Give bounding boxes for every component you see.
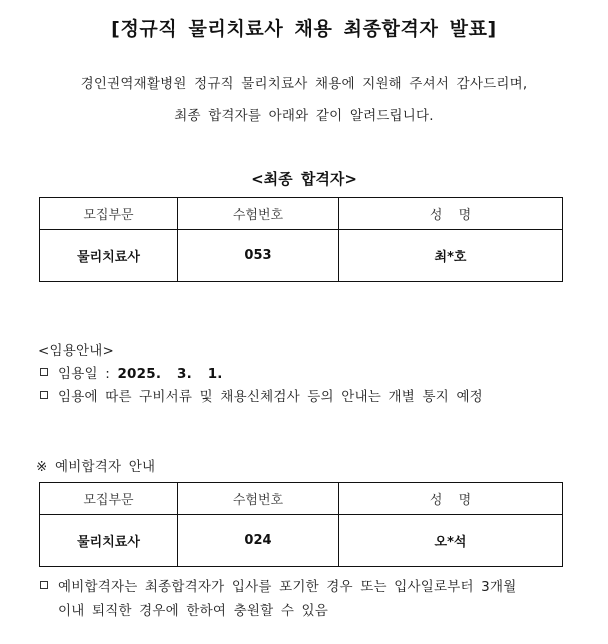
reserve-note-line-2: 이내 퇴직한 경우에 한하여 충원할 수 있음: [58, 603, 329, 619]
final-passers-heading: <최종 합격자>: [251, 170, 357, 188]
reserve-note-text-1: 예비합격자는 최종합격자가 입사를 포기한 경우 또는 입사일로부터 3개월: [58, 579, 517, 595]
appointment-item-notice: [40, 385, 483, 405]
table-row: [40, 230, 563, 282]
cell-name: 최*호: [339, 230, 563, 282]
table-header-row: [40, 198, 563, 230]
header-exam-number: 수험번호: [178, 483, 339, 515]
table-row: [40, 515, 563, 567]
page-title: [정규직 물리치료사 채용 최종합격자 발표]: [111, 18, 497, 40]
header-department: 모집부문: [40, 198, 178, 230]
reserve-passers-table: [39, 482, 563, 567]
cell-exam-number: 024: [178, 515, 339, 567]
appointment-notice-text: 임용에 따른 구비서류 및 채용신체검사 등의 안내는 개별 통지 예정: [58, 389, 483, 405]
cell-department: 물리치료사: [40, 515, 178, 567]
square-bullet-icon: [40, 368, 48, 376]
cell-department: 물리치료사: [40, 230, 178, 282]
appointment-item-date: [40, 362, 223, 382]
header-name: 성 명: [339, 483, 563, 515]
appointment-heading: <임용안내>: [38, 343, 114, 359]
header-exam-number: 수험번호: [178, 198, 339, 230]
reserve-heading: ※ 예비합격자 안내: [36, 459, 156, 475]
final-passers-table: [39, 197, 563, 282]
header-name: 성 명: [339, 198, 563, 230]
cell-name: 오*석: [339, 515, 563, 567]
appointment-date-value: 2025. 3. 1.: [117, 366, 223, 382]
cell-exam-number: 053: [178, 230, 339, 282]
appointment-date-label: 임용일 :: [58, 366, 118, 382]
reserve-note-line-1: [40, 575, 516, 595]
header-department: 모집부문: [40, 483, 178, 515]
intro-line-2: 최종 합격자를 아래와 같이 알려드립니다.: [174, 108, 434, 124]
square-bullet-icon: [40, 391, 48, 399]
intro-line-1: 경인권역재활병원 정규직 물리치료사 채용에 지원해 주셔서 감사드리며,: [80, 76, 528, 92]
square-bullet-icon: [40, 581, 48, 589]
table-header-row: [40, 483, 563, 515]
